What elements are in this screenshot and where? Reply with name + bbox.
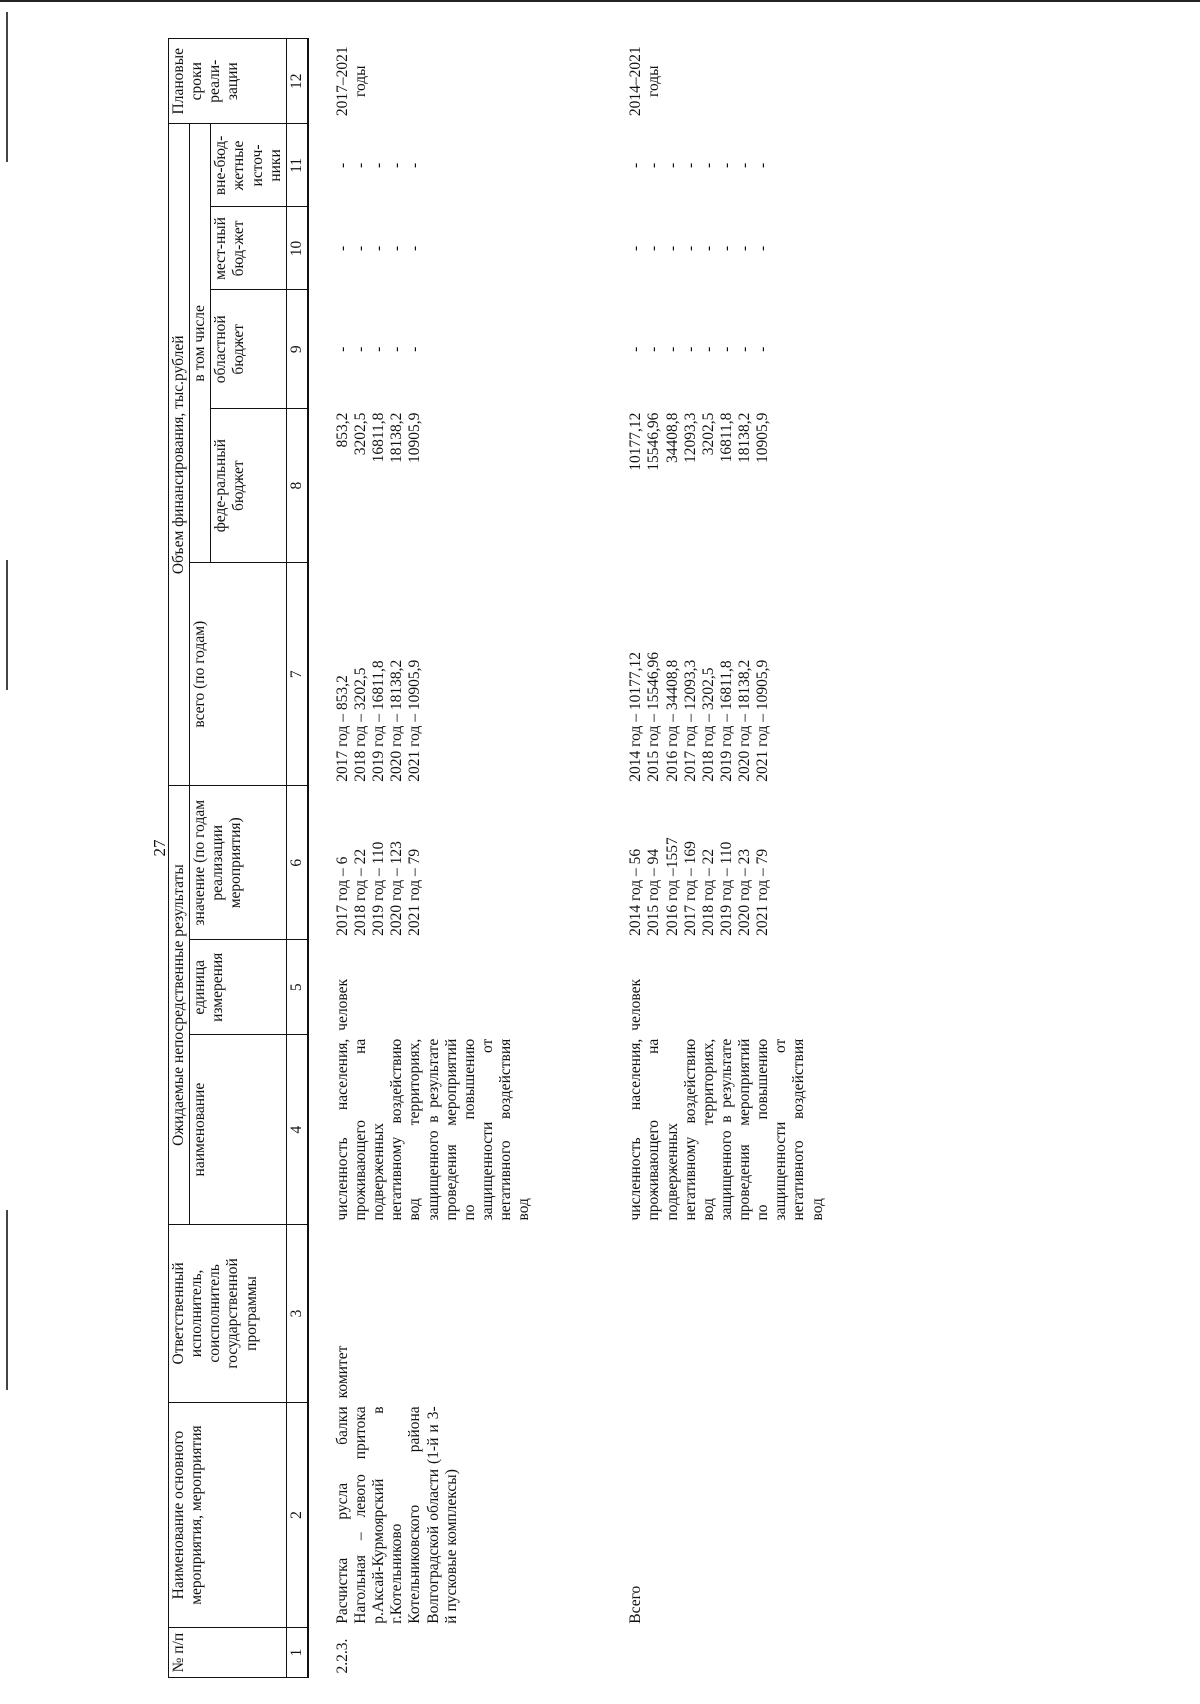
header-regional: областной бюджет: [211, 290, 287, 409]
total-line: 2018 год – 3202,5: [352, 667, 369, 782]
local-line: -: [754, 245, 772, 252]
total-line: 2021 год – 10905,9: [406, 659, 424, 782]
row-values: [626, 786, 827, 940]
extra-line: -: [333, 162, 351, 169]
row-local: [333, 207, 534, 290]
regional-line: -: [717, 346, 735, 352]
value-line: 2019 год – 110: [370, 841, 388, 936]
column-number: 5: [286, 940, 308, 1035]
local-line: -: [681, 245, 699, 252]
local-line: -: [388, 245, 406, 252]
extra-line: -: [754, 162, 772, 169]
row-values: [333, 786, 534, 940]
table-row: [333, 39, 534, 1678]
header-funding-group: Объем финансирования, тыс.рублей: [169, 124, 190, 786]
total-line: 2015 год – 15546,96: [645, 652, 663, 782]
column-number: 9: [286, 290, 308, 409]
value-line: 2018 год – 22: [352, 848, 369, 936]
header-local: мест-ный бюд-жет: [211, 207, 287, 290]
extra-line: -: [645, 162, 663, 169]
header-executor: Ответственный исполнитель, соисполнитель государственной программы: [169, 1224, 287, 1402]
column-number: 6: [286, 786, 308, 940]
regional-line: -: [370, 346, 388, 352]
regional-line: -: [406, 346, 424, 352]
regional-line: -: [388, 346, 406, 352]
regional-line: -: [663, 346, 681, 352]
regional-line: -: [645, 346, 663, 352]
row-federal: [626, 409, 827, 563]
value-line: 2016 год –1557: [663, 837, 681, 936]
column-number: 7: [286, 563, 308, 786]
total-line: 2019 год – 16811,8: [370, 660, 388, 782]
row-result: численность населения, проживающего на подверженных негативному воздействию вод территориях, защищенного в результате проведения мероприятий по повышению защищенности от негативного воздействия вод: [333, 1038, 533, 1221]
scan-margin-mark: [6, 560, 8, 690]
total-line: 2021 год – 10905,9: [754, 659, 772, 782]
row-period: 2017–2021 годы: [333, 46, 369, 117]
column-number: 1: [286, 1628, 308, 1678]
regional-line: -: [681, 346, 699, 352]
table-row: [626, 39, 827, 1678]
scan-edge-line: [0, 0, 1200, 2]
row-name: Всего: [627, 1585, 645, 1624]
extra-line: -: [370, 162, 388, 169]
header-results-group: Ожидаемые непосредственные результаты: [169, 786, 190, 1225]
column-number: 8: [286, 409, 308, 563]
regional-line: -: [627, 346, 645, 352]
federal-line: 10905,9: [406, 412, 424, 463]
value-line: 2015 год – 94: [645, 848, 663, 936]
value-line: 2019 год – 110: [717, 841, 735, 936]
row-executor: [626, 1224, 827, 1402]
total-line: 2020 год – 18138,2: [388, 659, 406, 782]
row-total: [333, 563, 534, 786]
page-number: 27: [150, 839, 169, 857]
row-executor: комитет: [333, 1345, 351, 1399]
column-number: 4: [286, 1035, 308, 1225]
extra-line: -: [388, 162, 406, 169]
total-line: 2018 год – 3202,5: [699, 667, 717, 782]
column-number-row: [286, 39, 308, 1678]
total-line: 2017 год – 853,2: [333, 675, 351, 782]
program-table: [168, 38, 828, 1678]
extra-line: -: [736, 162, 753, 169]
header-extra: вне-бюд-жетные источ-ники: [211, 124, 287, 207]
total-line: 2016 год – 34408,8: [663, 659, 681, 782]
total-line: 2017 год – 12093,3: [681, 659, 699, 782]
header-total: всего (по годам): [190, 563, 287, 786]
header-federal: феде-ральный бюджет: [211, 409, 287, 563]
extra-line: -: [352, 162, 369, 169]
column-number: 12: [286, 39, 308, 124]
row-extra: [626, 124, 827, 207]
row-local: [626, 207, 827, 290]
header-result-name: наименование: [190, 1035, 287, 1225]
header-name: Наименование основного мероприятия, мероприятия: [169, 1402, 287, 1627]
row-federal: [333, 409, 534, 563]
local-line: -: [717, 245, 735, 252]
column-number: 2: [286, 1402, 308, 1627]
extra-line: -: [717, 162, 735, 169]
local-line: -: [352, 245, 369, 252]
rotated-page: [168, 38, 1198, 1678]
header-num: № п/п: [169, 1628, 287, 1678]
value-line: 2021 год – 79: [406, 848, 424, 936]
row-regional: [626, 290, 827, 409]
federal-line: 16811,8: [717, 412, 735, 463]
extra-line: -: [406, 162, 424, 169]
column-number: 10: [286, 207, 308, 290]
extra-line: -: [681, 162, 699, 169]
extra-line: -: [699, 162, 717, 169]
header-period: Плановые сроки реали-зации: [169, 39, 287, 124]
local-line: -: [736, 245, 753, 252]
federal-line: 15546,96: [645, 412, 663, 471]
value-line: 2020 год – 23: [736, 848, 753, 936]
value-line: 2020 год – 123: [388, 841, 406, 936]
regional-line: -: [699, 346, 717, 352]
scan-margin-mark: [6, 1210, 8, 1390]
local-line: -: [699, 245, 717, 252]
regional-line: -: [736, 346, 753, 352]
federal-line: 853,2: [333, 412, 351, 448]
total-line: 2019 год – 16811,8: [717, 660, 735, 782]
row-number: 2.2.3.: [333, 1638, 351, 1674]
value-line: 2017 год – 169: [681, 841, 699, 936]
local-line: -: [663, 245, 681, 252]
value-line: 2017 год – 6: [333, 856, 351, 936]
local-line: -: [370, 245, 388, 252]
local-line: -: [627, 245, 645, 252]
federal-line: 18138,2: [388, 412, 406, 463]
federal-line: 10177,12: [627, 412, 645, 471]
header-including: в том числе: [190, 124, 211, 563]
regional-line: -: [754, 346, 772, 352]
total-line: 2020 год – 18138,2: [736, 659, 753, 782]
row-regional: [333, 290, 534, 409]
federal-line: 12093,3: [681, 412, 699, 463]
value-line: 2021 год – 79: [754, 848, 772, 936]
header-values: значение (по годам реализации мероприятия): [190, 786, 287, 940]
row-period: 2014–2021 годы: [627, 46, 663, 117]
column-number: 11: [286, 124, 308, 207]
federal-line: 18138,2: [736, 412, 753, 463]
regional-line: -: [333, 346, 351, 352]
federal-line: 34408,8: [663, 412, 681, 463]
local-line: -: [645, 245, 663, 252]
regional-line: -: [352, 346, 369, 352]
header-unit: единица измерения: [190, 940, 287, 1035]
value-line: 2014 год – 56: [627, 848, 645, 936]
row-name: Расчистка русла балки Нагольная – левого притока р.Аксай-Курмоярский в г.Котельниково Котельниковского района Волгоградской области (1-й и 3-й пусковые комплексы): [333, 1406, 460, 1624]
extra-line: -: [627, 162, 645, 169]
row-total: [626, 563, 827, 786]
column-number: 3: [286, 1224, 308, 1402]
table-header: [169, 39, 308, 1678]
value-line: 2018 год – 22: [699, 848, 717, 936]
extra-line: -: [663, 162, 681, 169]
local-line: -: [333, 245, 351, 252]
scan-margin-mark: [6, 12, 8, 162]
total-line: 2014 год – 10177,12: [627, 652, 645, 782]
row-extra: [333, 124, 534, 207]
federal-line: 16811,8: [370, 412, 388, 463]
federal-line: 10905,9: [754, 412, 772, 463]
row-unit: человек: [333, 978, 351, 1031]
local-line: -: [406, 245, 424, 252]
row-result: численность населения, проживающего на подверженных негативному воздействию вод территориях, защищенного в результате проведения мероприятий по повышению защищенности от негативного воздействия вод: [627, 1038, 826, 1221]
row-number: [626, 1628, 827, 1678]
federal-line: 3202,5: [352, 412, 369, 456]
row-unit: человек: [627, 978, 645, 1031]
table-body: [308, 39, 828, 1678]
federal-line: 3202,5: [699, 412, 717, 456]
